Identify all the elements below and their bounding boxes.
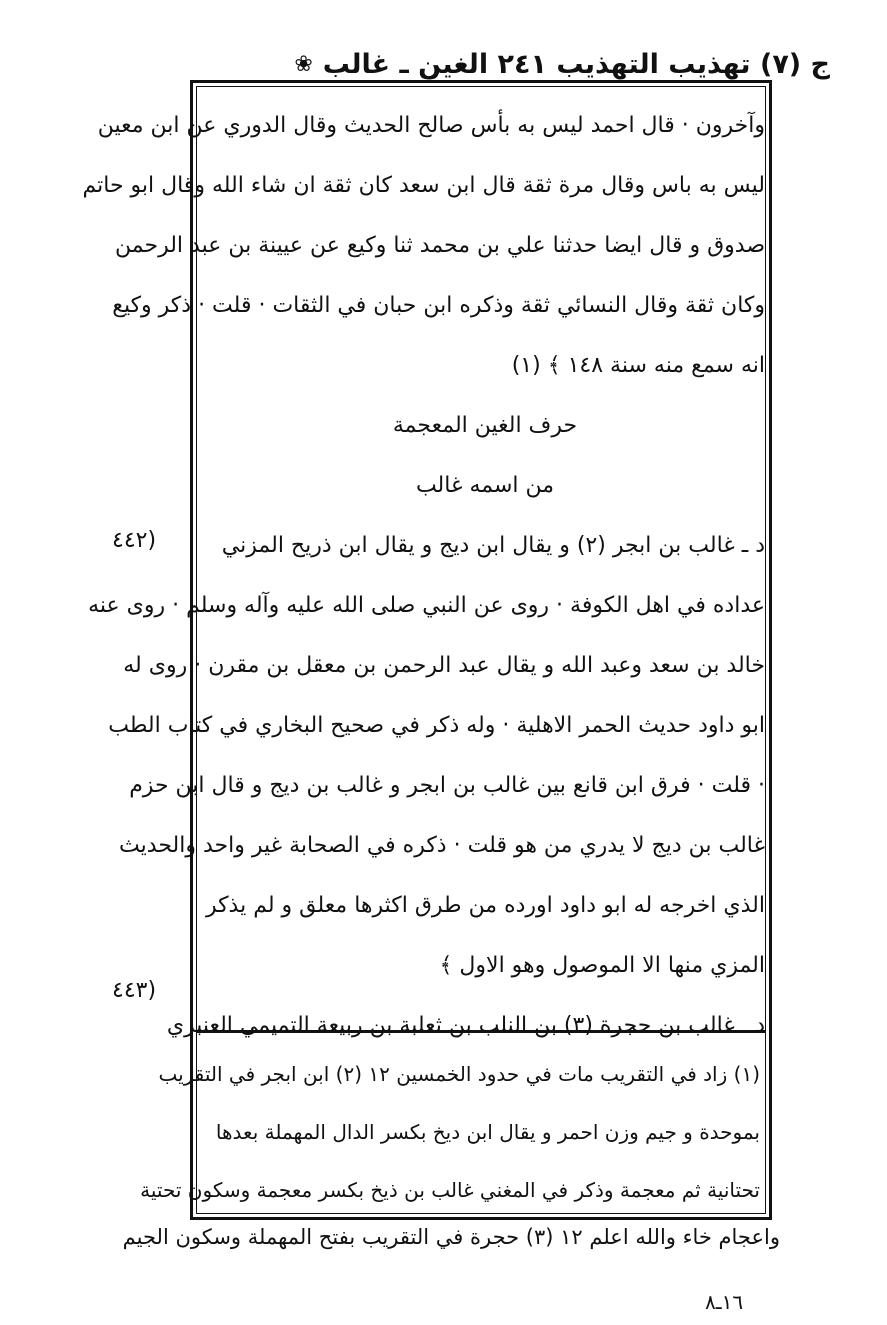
text-line: صدوق و قال ايضا حدثنا علي بن محمد ثنا وكيع عن عيينة بن عبد الرحمن (115, 233, 765, 258)
footnote-line: بموحدة و جيم وزن احمر و يقال ابن ديخ بكسر الدال المهملة بعدها (215, 1120, 760, 1144)
text-line: انه سمع منه سنة ١٤٨ ﴾ (١) (511, 353, 765, 378)
entry-line: د ـ غالب بن ابجر (٢) و يقال ابن ديج و يقال ابن ذريح المزني (221, 533, 765, 558)
entry-line: غالب بن ديج لا يدري من هو قلت · ذكره في الصحابة غير واحد والحديث (119, 833, 765, 858)
entry-line: الذي اخرجه له ابو داود اورده من طرق اكثرها معلق و لم يذكر (205, 893, 765, 918)
section-heading: حرف الغين المعجمة (392, 413, 578, 438)
entry-line: ابو داود حديث الحمر الاهلية · وله ذكر في صحيح البخاري في كتاب الطب (108, 713, 765, 738)
running-header-text: ج (٧) تهذيب التهذيب ٢٤١ الغين ـ غالب (322, 48, 830, 80)
entry-number: (٤٤٣ (112, 978, 157, 1003)
text-line: وآخرون · قال احمد ليس به بأس صالح الحديث وقال الدوري عن ابن معين (97, 113, 765, 138)
footnote-line: تحتانية ثم معجمة وذكر في المغني غالب بن ذيخ بكسر معجمة وسكون تحتية (140, 1178, 760, 1202)
entry-line: د ـ غالب بن حجرة (٣) بن النلب بن ثعلبة بن ربيعة التميمي العنبري (166, 1013, 765, 1038)
entry-line: عداده في اهل الكوفة · روى عن النبي صلى الله عليه وآله وسلم · روى عنه (88, 593, 765, 618)
entry-line: خالد بن سعد وعبد الله و يقال عبد الرحمن بن معقل بن مقرن · روى له (123, 653, 765, 678)
entry-number: (٤٤٢ (112, 528, 157, 553)
text-line: وكان ثقة وقال النسائي ثقة وذكره ابن حبان في الثقات · قلت · ذكر وكيع (112, 293, 765, 318)
footnotes (140, 1045, 760, 1219)
footnote-continuation: واعجام خاء والله اعلم ١٢ (٣) حجرة في التقريب بفتح المهملة وسكون الجيم (122, 1225, 780, 1249)
flower-ornament-icon: ❀ (294, 51, 313, 77)
footnote-separator (196, 1030, 766, 1033)
footnote-line: (١) زاد في التقريب مات في حدود الخمسين ١٢ (٢) ابن ابجر في التقريب (158, 1062, 760, 1086)
page-footer-signature: ١٦ـ٨ (705, 1290, 744, 1314)
entry-line: · قلت · فرق ابن قانع بين غالب بن ابجر و غالب بن ديج و قال ابن حزم (129, 773, 765, 798)
entry-line: المزي منها الا الموصول وهو الاول ﴾ (439, 953, 765, 978)
text-line: ليس به باس وقال مرة ثقة قال ابن سعد كان ثقة ان شاء الله وقال ابو حاتم (82, 173, 765, 198)
sub-heading: من اسمه غالب (415, 473, 555, 498)
